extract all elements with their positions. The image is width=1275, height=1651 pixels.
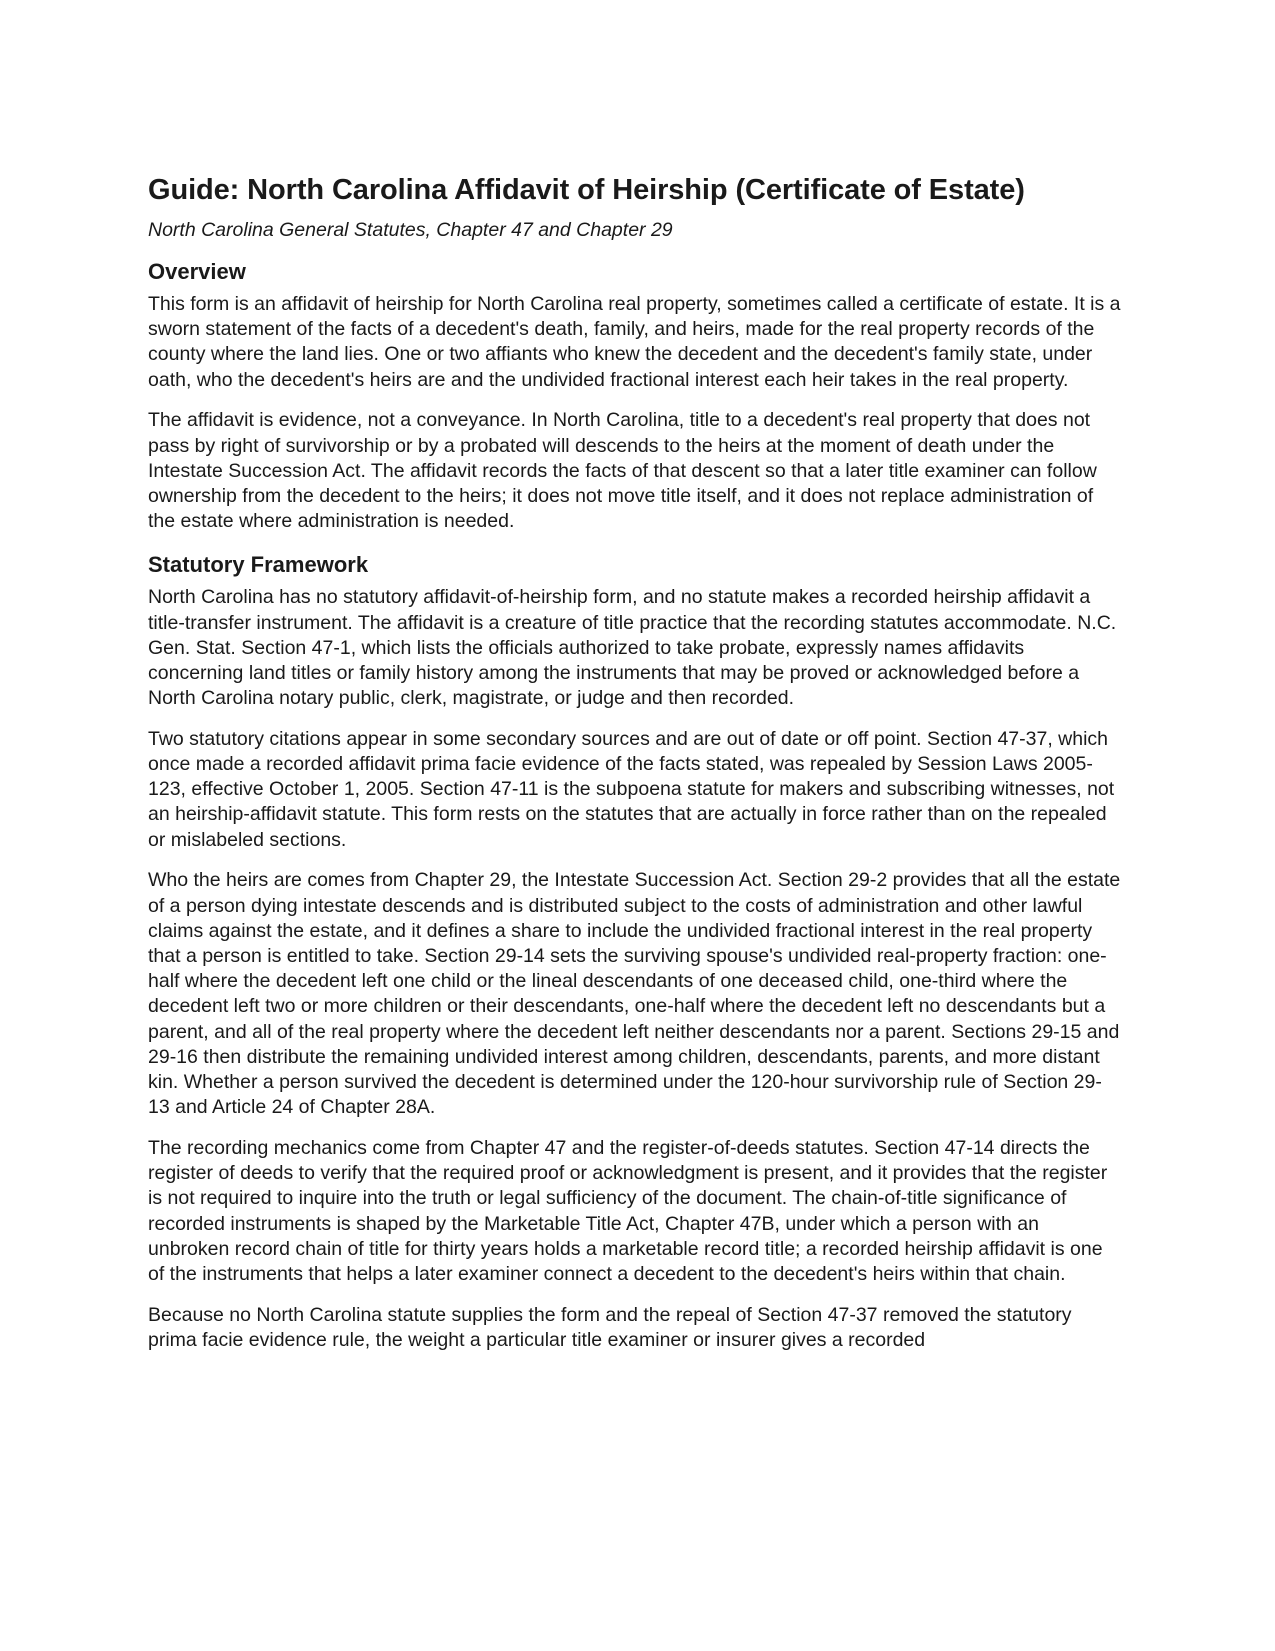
framework-paragraph-1: North Carolina has no statutory affidavit-of-heirship form, and no statute makes a recorded heirship affidavit a title-transfer instrument. The affidavit is a creature of title practice that the recording statutes accommodate. N.C. Gen. Stat. Section 47-1, which lists the officials authorized to take probate, expressly names affidavits concerning land titles or family history among the instruments that may be proved or acknowledged before a North Carolina notary public, clerk, magistrate, or judge and then recorded. [148,586,1117,710]
framework-paragraph-3: Who the heirs are comes from Chapter 29, the Intestate Succession Act. Section 29-2 provides that all the estate of a person dying intestate descends and is distributed subject to the costs of administration and other lawful claims against the estate, and it defines a share to include the undivided fractional interest in the real property that a person is entitled to take. Section 29-14 sets the surviving spouse's undivided real-property fraction: one-half where the decedent left one child or the lineal descendants of one deceased child, one-third where the decedent left two or more children or their descendants, one-half where the decedent left no descendants but a parent, and all of the real property where the decedent left neither descendants nor a parent. Sections 29-15 and 29-16 then distribute the remaining undivided interest among children, descendants, parents, and more distant kin. Whether a person survived the decedent is determined under the 120-hour survivorship rule of Section 29-13 and Article 24 of Chapter 28A. [148,869,1121,1119]
framework-paragraph-2: Two statutory citations appear in some secondary sources and are out of date or off point. Section 47-37, which once made a recorded affidavit prima facie evidence of the facts stated, was repealed by Session Laws 2005-123, effective October 1, 2005. Section 47-11 is the subpoena statute for makers and subscribing witnesses, not an heirship-affidavit statute. This form rests on the statutes that are actually in force rather than on the repealed or mislabeled sections. [148,727,1115,851]
section-heading-overview: Overview [148,259,246,284]
document-page [148,172,1123,1353]
framework-paragraph-4: The recording mechanics come from Chapter 47 and the register-of-deeds statutes. Section 47-14 directs the register of deeds to verify that the required proof or acknowledgment is present, and it provides that the register is not required to inquire into the truth or legal sufficiency of the document. The chain-of-title significance of recorded instruments is shaped by the Marketable Title Act, Chapter 47B, under which a person with an unbroken record chain of title for thirty years holds a marketable record title; a recorded heirship affidavit is one of the instruments that helps a later examiner connect a decedent to the decedent's heirs within that chain. [148,1136,1108,1285]
framework-paragraph-5: Because no North Carolina statute supplies the form and the repeal of Section 47-37 removed the statutory prima facie evidence rule, the weight a particular title examiner or insurer gives a recorded [148,1303,1072,1351]
overview-paragraph-2: The affidavit is evidence, not a conveyance. In North Carolina, title to a decedent's real property that does not pass by right of survivorship or by a probated will descends to the heirs at the moment of death under the Intestate Succession Act. The affidavit records the facts of that descent so that a later title examiner can follow ownership from the decedent to the heirs; it does not move title itself, and it does not replace administration of the estate where administration is needed. [148,409,1097,533]
page-subtitle: North Carolina General Statutes, Chapter 47 and Chapter 29 [148,219,673,241]
overview-paragraph-1: This form is an affidavit of heirship for North Carolina real property, sometimes called a certificate of estate. It is a sworn statement of the facts of a decedent's death, family, and heirs, made for the real property records of the county where the land lies. One or two affiants who knew the decedent and the decedent's family state, under oath, who the decedent's heirs are and the undivided fractional interest each heir takes in the real property. [148,293,1121,391]
section-heading-statutory-framework: Statutory Framework [148,552,369,578]
page-title: Guide: North Carolina Affidavit of Heirship (Certificate of Estate) [148,174,1025,206]
